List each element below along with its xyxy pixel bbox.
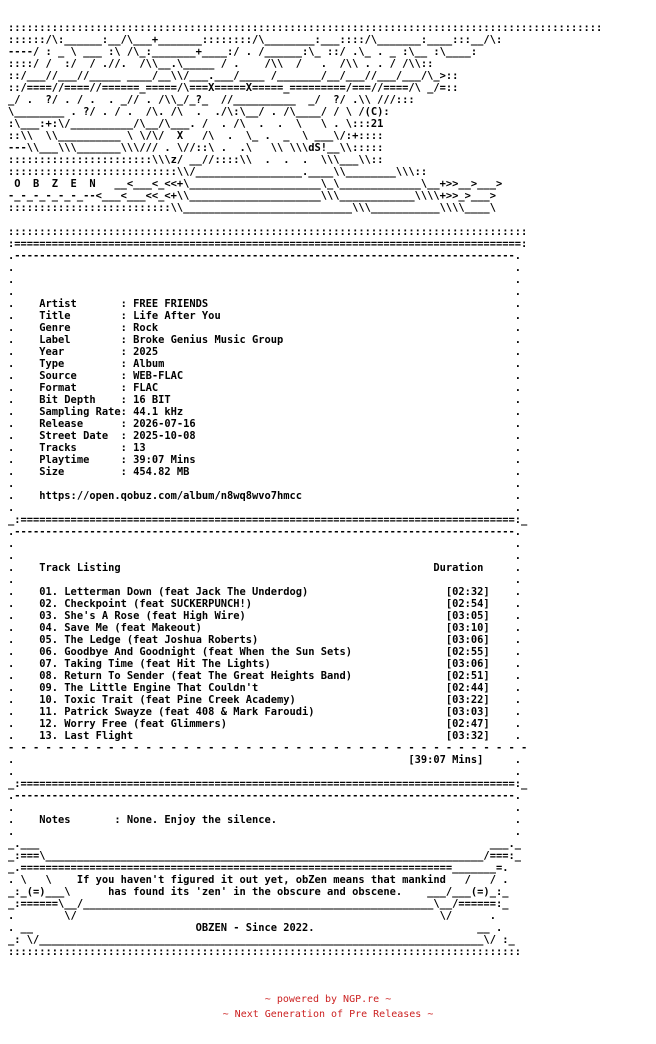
nfo-line: . .	[8, 826, 521, 838]
nfo-line: O B Z E N __<___<_<<+\_____________________\_\_____________\__+>>__>___>	[8, 178, 503, 190]
nfo-line: ::::::::::::::::::::::::::::::::::::::::::::::::::::::::::::::::::::::::::::::::::	[8, 946, 521, 958]
nfo-line: . Track Listing Duration .	[8, 562, 521, 574]
nfo-line: . 06. Goodbye And Goodnight (feat When the Sun Sets) [02:55] .	[8, 646, 521, 658]
nfo-line: ::::::::::::::::::::::::::\\___________________________\\\___________\\\\____\	[8, 202, 496, 214]
nfo-line: . 04. Save Me (feat Makeout) [03:10] .	[8, 622, 521, 634]
nfo-line: . .	[8, 766, 521, 778]
nfo-line: . .	[8, 550, 521, 562]
nfo-line: . .	[8, 478, 521, 490]
nfo-line: :\___:+:\/__________/\__/\___. / . /\ . . \ \ . \:::21	[8, 118, 384, 130]
nfo-line: . Type : Album .	[8, 358, 521, 370]
nfo-line: . 09. The Little Engine That Couldn't [02:44] .	[8, 682, 521, 694]
nfo-line: . Sampling Rate: 44.1 kHz .	[8, 406, 521, 418]
nfo-line: . 05. The Ledge (feat Joshua Roberts) [03:06] .	[8, 634, 521, 646]
nfo-line: ---\\___\\\_______\\\/// . \//::\ . .\ \\ \\\dS!__\\:::::	[8, 142, 384, 154]
nfo-line: _.=====================================================================_______=.	[8, 862, 509, 874]
nfo-line: . Playtime : 39:07 Mins .	[8, 454, 521, 466]
nfo-line: :::::::::::::::::::::::::::\\/_________________.____\\________\\\::	[8, 166, 428, 178]
nfo-line: ::::::/\:______:__/\___+_______::::::::/\________:___::::/\_______:____:::__/\:	[8, 34, 503, 46]
nfo-line: :::::::::::::::::::::::::::::::::::::::::::::::::::::::::::::::::::::::::::::::::::	[8, 226, 528, 238]
nfo-line: . 02. Checkpoint (feat SUCKERPUNCH!) [02:54] .	[8, 598, 521, 610]
nfo-line: . \/ \/ .	[8, 910, 496, 922]
nfo-line: . .	[8, 286, 521, 298]
footer-powered-by: ~ powered by NGP.re ~	[264, 994, 392, 1005]
nfo-text-block	[8, 22, 602, 958]
footer	[0, 992, 656, 1022]
nfo-line: . .	[8, 802, 521, 814]
nfo-line: . __ OBZEN - Since 2022. __ .	[8, 922, 503, 934]
nfo-line: . Street Date : 2025-10-08 .	[8, 430, 521, 442]
nfo-line: -_-_-_-_-_-_--<___<___<<_<+\\_____________________\\\____________\\\\+>>_>___>	[8, 190, 496, 202]
nfo-line: . .	[8, 538, 521, 550]
footer-tagline: ~ Next Generation of Pre Releases ~	[222, 1009, 434, 1020]
nfo-line: . Format : FLAC .	[8, 382, 521, 394]
nfo-line: . 11. Patrick Swayze (feat 408 & Mark Faroudi) [03:03] .	[8, 706, 521, 718]
nfo-line: _/ . ?/ . / . . _// . /\\_/_?_ //__________ _/ ?/ .\\ ///:::	[8, 94, 415, 106]
nfo-line: . Label : Broke Genius Music Group .	[8, 334, 521, 346]
nfo-line[interactable]: . https://open.qobuz.com/album/n8wq8wvo7hmcc .	[8, 490, 521, 502]
nfo-line: :=================================================================================:	[8, 238, 528, 250]
nfo-line: .--------------------------------------------------------------------------------.	[8, 790, 521, 802]
nfo-line: .--------------------------------------------------------------------------------.	[8, 250, 521, 262]
nfo-line: . Source : WEB-FLAC .	[8, 370, 521, 382]
nfo-line: _: \/_______________________________________________________________________\/ :_	[8, 934, 515, 946]
nfo-line: _:===\______________________________________________________________________/===:_	[8, 850, 521, 862]
nfo-line: - - - - - - - - - - - - - - - - - - - - - - - - - - - - - - - - - - - - - - - - - -	[8, 742, 528, 754]
nfo-line: . .	[8, 502, 521, 514]
nfo-line: . .	[8, 262, 521, 274]
nfo-line: . .	[8, 574, 521, 586]
nfo-line: . 07. Taking Time (feat Hit The Lights) [03:06] .	[8, 658, 521, 670]
nfo-line: \________ . ?/ . / . /\. /\ . ./\:\__/ . /\____/ / \ /(C):	[8, 106, 390, 118]
nfo-line: ::/___//___//_____ ____/__\\/___.___/____ /_______/__/___//___/___/\_>::	[8, 70, 459, 82]
nfo-line: ::::/ / :/ / .//. /\\__.\_____ / . /\\ / . /\\ . . / /\\::	[8, 58, 434, 70]
nfo-line: . Notes : None. Enjoy the silence. .	[8, 814, 521, 826]
nfo-line: . Genre : Rock .	[8, 322, 521, 334]
nfo-line: ::/====//====//======_=====/\===X=====X=====_=========/===//====/\ _/=::	[8, 82, 459, 94]
nfo-line: _:======\__/________________________________________________________\__/======:_	[8, 898, 509, 910]
nfo-line: . Artist : FREE FRIENDS .	[8, 298, 521, 310]
nfo-line: . 10. Toxic Trait (feat Pine Creek Academy) [03:22] .	[8, 694, 521, 706]
nfo-line: . 01. Letterman Down (feat Jack The Underdog) [02:32] .	[8, 586, 521, 598]
nfo-line: _.___ ___._	[8, 838, 521, 850]
nfo-line: . 08. Return To Sender (feat The Great Heights Band) [02:51] .	[8, 670, 521, 682]
nfo-line: . Year : 2025 .	[8, 346, 521, 358]
nfo-line: . Size : 454.82 MB .	[8, 466, 521, 478]
nfo-line: . 12. Worry Free (feat Glimmers) [02:47] .	[8, 718, 521, 730]
nfo-line: _:===============================================================================:_	[8, 778, 528, 790]
nfo-line: . Title : Life After You .	[8, 310, 521, 322]
nfo-line: :::::::::::::::::::::::::::::::::::::::::::::::::::::::::::::::::::::::::::::::::::::::::::::::	[8, 22, 603, 34]
nfo-line: ----/ : _ \ ___ :\ /\_:_______+____:/ . /______:\_ ::/ .\_ . _ :\__ :\____:	[8, 46, 478, 58]
nfo-line: :::::::::::::::::::::::\\\z/ __//::::\\ . . . \\\___\\::	[8, 154, 384, 166]
nfo-line: _:===============================================================================:_	[8, 514, 528, 526]
nfo-line	[8, 214, 602, 226]
nfo-line: . \ \ If you haven't figured it out yet, obZen means that mankind / / .	[8, 874, 509, 886]
nfo-line: . Release : 2026-07-16 .	[8, 418, 521, 430]
nfo-line: . Tracks : 13 .	[8, 442, 521, 454]
nfo-line: . .	[8, 274, 521, 286]
nfo-line: .--------------------------------------------------------------------------------.	[8, 526, 521, 538]
nfo-line: . 13. Last Flight [03:32] .	[8, 730, 521, 742]
nfo-line: . [39:07 Mins] .	[8, 754, 521, 766]
nfo-line: _:_(=)___\ has found its 'zen' in the obscure and obscene. ___/___(=)_:_	[8, 886, 509, 898]
nfo-line: . Bit Depth : 16 BIT .	[8, 394, 521, 406]
nfo-line: ::\\ \\__________ \ \/\/ X /\ . \_ . _ \ ___\/:+::::	[8, 130, 384, 142]
nfo-line: . 03. She's A Rose (feat High Wire) [03:05] .	[8, 610, 521, 622]
